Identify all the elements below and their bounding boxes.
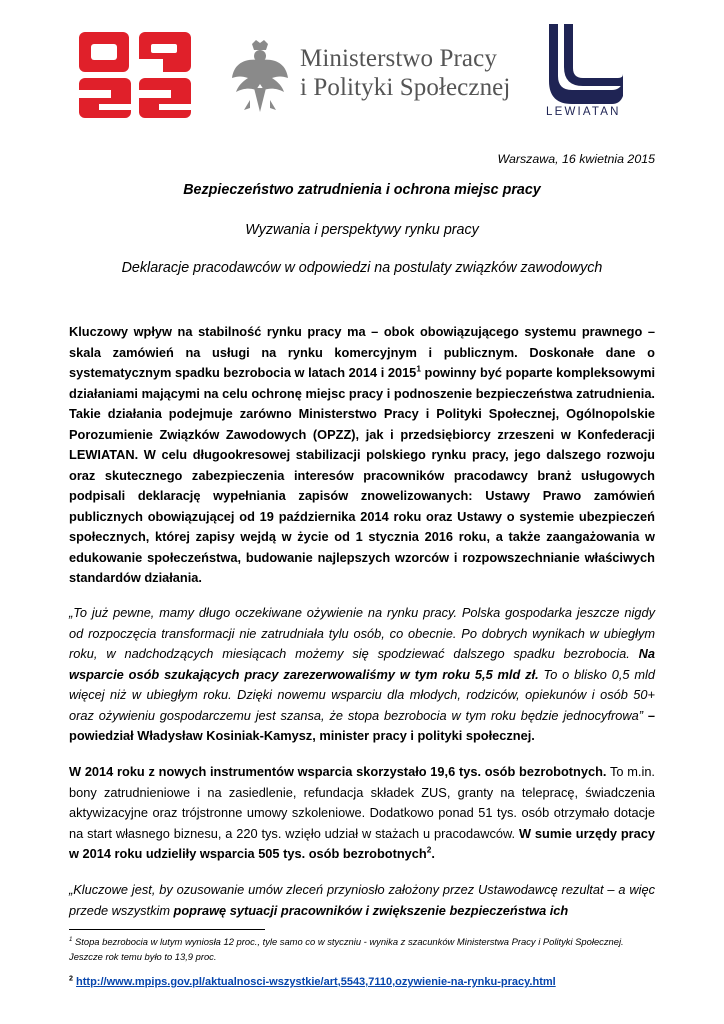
title-declarations: Deklaracje pracodawców w odpowiedzi na postulaty związków zawodowych [121,260,603,276]
lewiatan-logo-label: LEWIATAN [546,106,621,118]
footnote-2 [69,975,655,990]
quote-text-a: „To już pewne, mamy długo oczekiwane ożywienie na rynku pracy. Polska gospodarka jeszcze nigdy od rozpoczęcia transformacji nie zatrudniała tylu osób, co obecnie. Po dobrych wynikach w ubiegłym roku, w nadchodzących miesiącach możemy się spodziewać dalszego spadku bezrobocia. [69,605,655,661]
mpips-line-1: Ministerstwo Pracy [300,45,497,72]
intro-text-a: Kluczowy wpływ na stabilność rynku pracy ma – obok obowiązującego systemu prawnego – skala zamówień na usługi na rynku komercyjnym i publicznym. Doskonałe dane o systematycznym spadku bezrobocia w latach 2014 i 2015 [69,324,655,380]
footnote-1-mark: 1 [69,935,73,943]
footnote-1-text: Stopa bezrobocia w lutym wyniosła 12 proc., tyle samo co w styczniu - wynika z szacunków Ministerstwa Pracy i Polityki Społecznej. Jeszcze rok temu było to 13,9 proc. [69,936,624,962]
paragraph-statistics [69,762,655,865]
stats-text-b: To m.in. bony zatrudnieniowe i na zasiedlenie, refundacja składek ZUS, granty na telepracę, świadczenia aktywizacyjne oraz trójstronne umowy szkoleniowe. Dodatkowo ponad 51 tys. osób otrzymało dotacje na start własnego biznesu, a 220 tys. wzięło udział w stażach u pracodawców. [69,764,655,841]
mpips-line-2: i Polityki Społecznej [300,74,511,101]
document-date: Warszawa, 16 kwietnia 2015 [497,152,655,166]
paragraph-intro [69,322,655,589]
stats-text-a: W 2014 roku z nowych instrumentów wsparcia skorzystało 19,6 tys. osób bezrobotnych. [69,764,607,779]
footnote-divider [69,929,265,930]
intro-text-b: powinny być poparte kompleksowymi działaniami mającymi na celu ochronę miejsc pracy i podnoszenie bezpieczeństwa zatrudnienia. Takie działania podejmuje zarówno Ministerstwo Pracy i Polityki Społecznej, Ogólnopolskie Porozumienie Związków Zawodowych (OPZZ), jak i przedsiębiorcy zrzeszeni w Konfederacji LEWIATAN. W celu długookresowej stabilizacji polskiego rynku pracy, jego dalszego rozwoju oraz skutecznego zabezpieczenia interesów pracowników pracodawcy branż usługowych podpisali deklarację wypełniania zapisów znowelizowanych: Ustawy Prawo zamówień publicznych obowiązującej od 19 października 2014 roku oraz Ustawy o systemie ubezpieczeń społecznych, której zapisy wejdą w życie od 1 stycznia 2016 roku, a także zaangażowania w edukowanie społeczeństwa, budowanie najlepszych wzorców i rozpowszechnianie właściwych standardów działania. [69,365,656,585]
lewiatan-logo-mark [545,22,623,104]
second-quote-text-a: „Kluczowe jest, by ozusowanie umów zleceń przyniosło założony przez Ustawodawcę rezultat – a więc przede wszystkim [69,882,655,918]
title-subtitle: Wyzwania i perspektywy rynku pracy [245,222,479,238]
stats-text-d: . [431,846,435,861]
footnote-2-mark: 2 [69,974,73,983]
paragraph-second-quote [69,880,655,921]
footnote-2-link[interactable]: http://www.mpips.gov.pl/aktualnosci-wszystkie/art,5543,7110,ozywienie-na-rynku-pracy.html [76,976,556,988]
footnote-1 [69,934,655,964]
quote-attribution: – powiedział Władysław Kosiniak-Kamysz, minister pracy i polityki społecznej. [69,707,655,743]
footnote-ref-2[interactable]: 2 [426,844,432,855]
mpips-logo-text [300,44,510,102]
opzz-logo [77,28,195,120]
paragraph-minister-quote [69,603,655,747]
quote-text-bold: Na wsparcie osób szukających pracy zarezerwowaliśmy w tym roku 5,5 mld zł. [69,646,655,682]
stats-text-c: W sumie urzędy pracy w 2014 roku udzieliły wsparcia 505 tys. osób bezrobotnych [69,825,656,861]
quote-text-c: To o blisko 0,5 mld więcej niż w ubiegłym roku. Dzięki nowemu wsparciu dla młodych, rodziców, opiekunów i osób 50+ oraz ożywieniu gospodarczemu jest szansa, że stopa bezrobocia w tym roku będzie jednocyfrowa” [69,666,655,723]
second-quote-text-bold: poprawę sytuacji pracowników i zwiększenie bezpieczeństwa ich [173,902,569,918]
footnote-ref-1[interactable]: 1 [416,363,421,374]
eagle-emblem-icon [230,38,290,118]
title-main: Bezpieczeństwo zatrudnienia i ochrona miejsc pracy [183,182,541,198]
